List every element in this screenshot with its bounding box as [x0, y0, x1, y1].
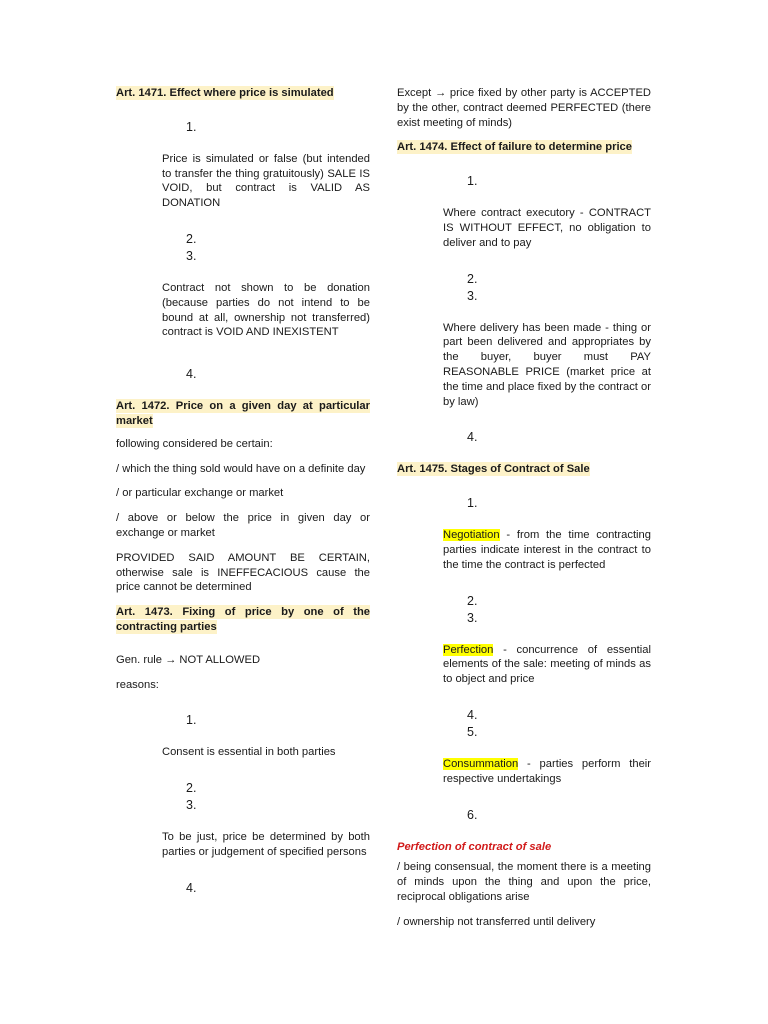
art-1472-proviso: PROVIDED SAID AMOUNT BE CERTAIN, otherwise sale is INEFFECACIOUS cause the price cannot be determined	[116, 551, 370, 594]
art-1475-heading: Art. 1475. Stages of Contract of Sale	[397, 463, 590, 476]
list-number: 4.	[467, 707, 478, 722]
stage-text-perfection: - concurrence of essential elements of the sale: meeting of minds as to object and price	[443, 643, 651, 686]
list-number: 4.	[186, 880, 197, 895]
list-number: 5.	[467, 724, 478, 739]
perfection-heading: Perfection of contract of sale	[397, 840, 552, 853]
art-1473-rule: Gen. rule → NOT ALLOWED	[116, 653, 261, 666]
art-1473-exception: Except → price fixed by other party is ACCEPTED by the other, contract deemed PERFECTED (there exist meeting of minds)	[397, 87, 651, 129]
list-number: 2.	[186, 781, 197, 796]
stage-consummation	[443, 757, 651, 787]
list-number: 4.	[186, 367, 197, 382]
list-number: 1.	[467, 174, 478, 189]
perfection-bullet-1: / being consensual, the moment there is a meeting of minds upon the thing and upon the price, reciprocal obligations arise	[397, 861, 651, 903]
art-1472-bullet-2: / or particular exchange or market	[116, 487, 284, 500]
art-1472-intro: following considered be certain:	[116, 437, 273, 450]
list-number: 1.	[186, 119, 197, 134]
list-number: 3.	[186, 248, 197, 263]
stage-text-consummation: - parties perform their respective undertakings	[443, 757, 651, 785]
stage-term-consummation: Consummation	[443, 757, 519, 770]
right-column	[397, 86, 651, 940]
perfection-bullet-2: / ownership not transferred until delivery	[397, 915, 596, 928]
art-1472-bullet-1: / which the thing sold would have on a definite day	[116, 462, 366, 475]
list-number: 1.	[467, 496, 478, 511]
art-1473-reasons: reasons:	[116, 678, 159, 691]
art-1471-point-2: Contract not shown to be donation (because parties do not intend to be bound at all, ownership not transferred) contract is VOID AND INEXISTENT	[162, 281, 370, 339]
list-number: 2.	[186, 231, 197, 246]
stage-text-negotiation: - from the time contracting parties indicate interest in the contract to the time the contract is perfected	[443, 529, 651, 571]
art-1473-point-2: To be just, price be determined by both parties or judgement of specified persons	[162, 831, 370, 858]
art-1472-heading: Art. 1472. Price on a given day at particular market	[116, 400, 370, 427]
art-1472-bullet-3: / above or below the price in given day or exchange or market	[116, 512, 370, 539]
list-number: 6.	[467, 807, 478, 822]
art-1474-heading: Art. 1474. Effect of failure to determine price	[397, 141, 633, 154]
art-1471-point-1: Price is simulated or false (but intended to transfer the thing gratuitously) SALE IS VOID, but contract is VALID AS DONATION	[162, 152, 370, 210]
left-column	[116, 86, 370, 897]
stage-negotiation	[443, 528, 651, 572]
list-number: 3.	[467, 610, 478, 625]
list-number: 3.	[186, 798, 197, 813]
list-number: 4.	[467, 430, 478, 445]
stage-perfection	[443, 643, 651, 687]
art-1473-point-1: Consent is essential in both parties	[162, 746, 336, 759]
art-1471-heading: Art. 1471. Effect where price is simulated	[116, 87, 334, 99]
stage-term-negotiation: Negotiation	[443, 529, 500, 542]
list-number: 3.	[467, 288, 478, 303]
list-number: 2.	[467, 593, 478, 608]
stage-term-perfection: Perfection	[443, 643, 494, 656]
list-number: 2.	[467, 271, 478, 286]
art-1474-point-1: Where contract executory - CONTRACT IS WITHOUT EFFECT, no obligation to deliver and to pay	[443, 207, 651, 249]
list-number: 1.	[186, 713, 197, 728]
art-1473-heading: Art. 1473. Fixing of price by one of the contracting parties	[116, 606, 370, 633]
art-1474-point-2: Where delivery has been made - thing or part been delivered and appropriates by the buyer, buyer must PAY REASONABLE PRICE (market price at the time and place fixed by the contract or by law)	[443, 321, 651, 408]
